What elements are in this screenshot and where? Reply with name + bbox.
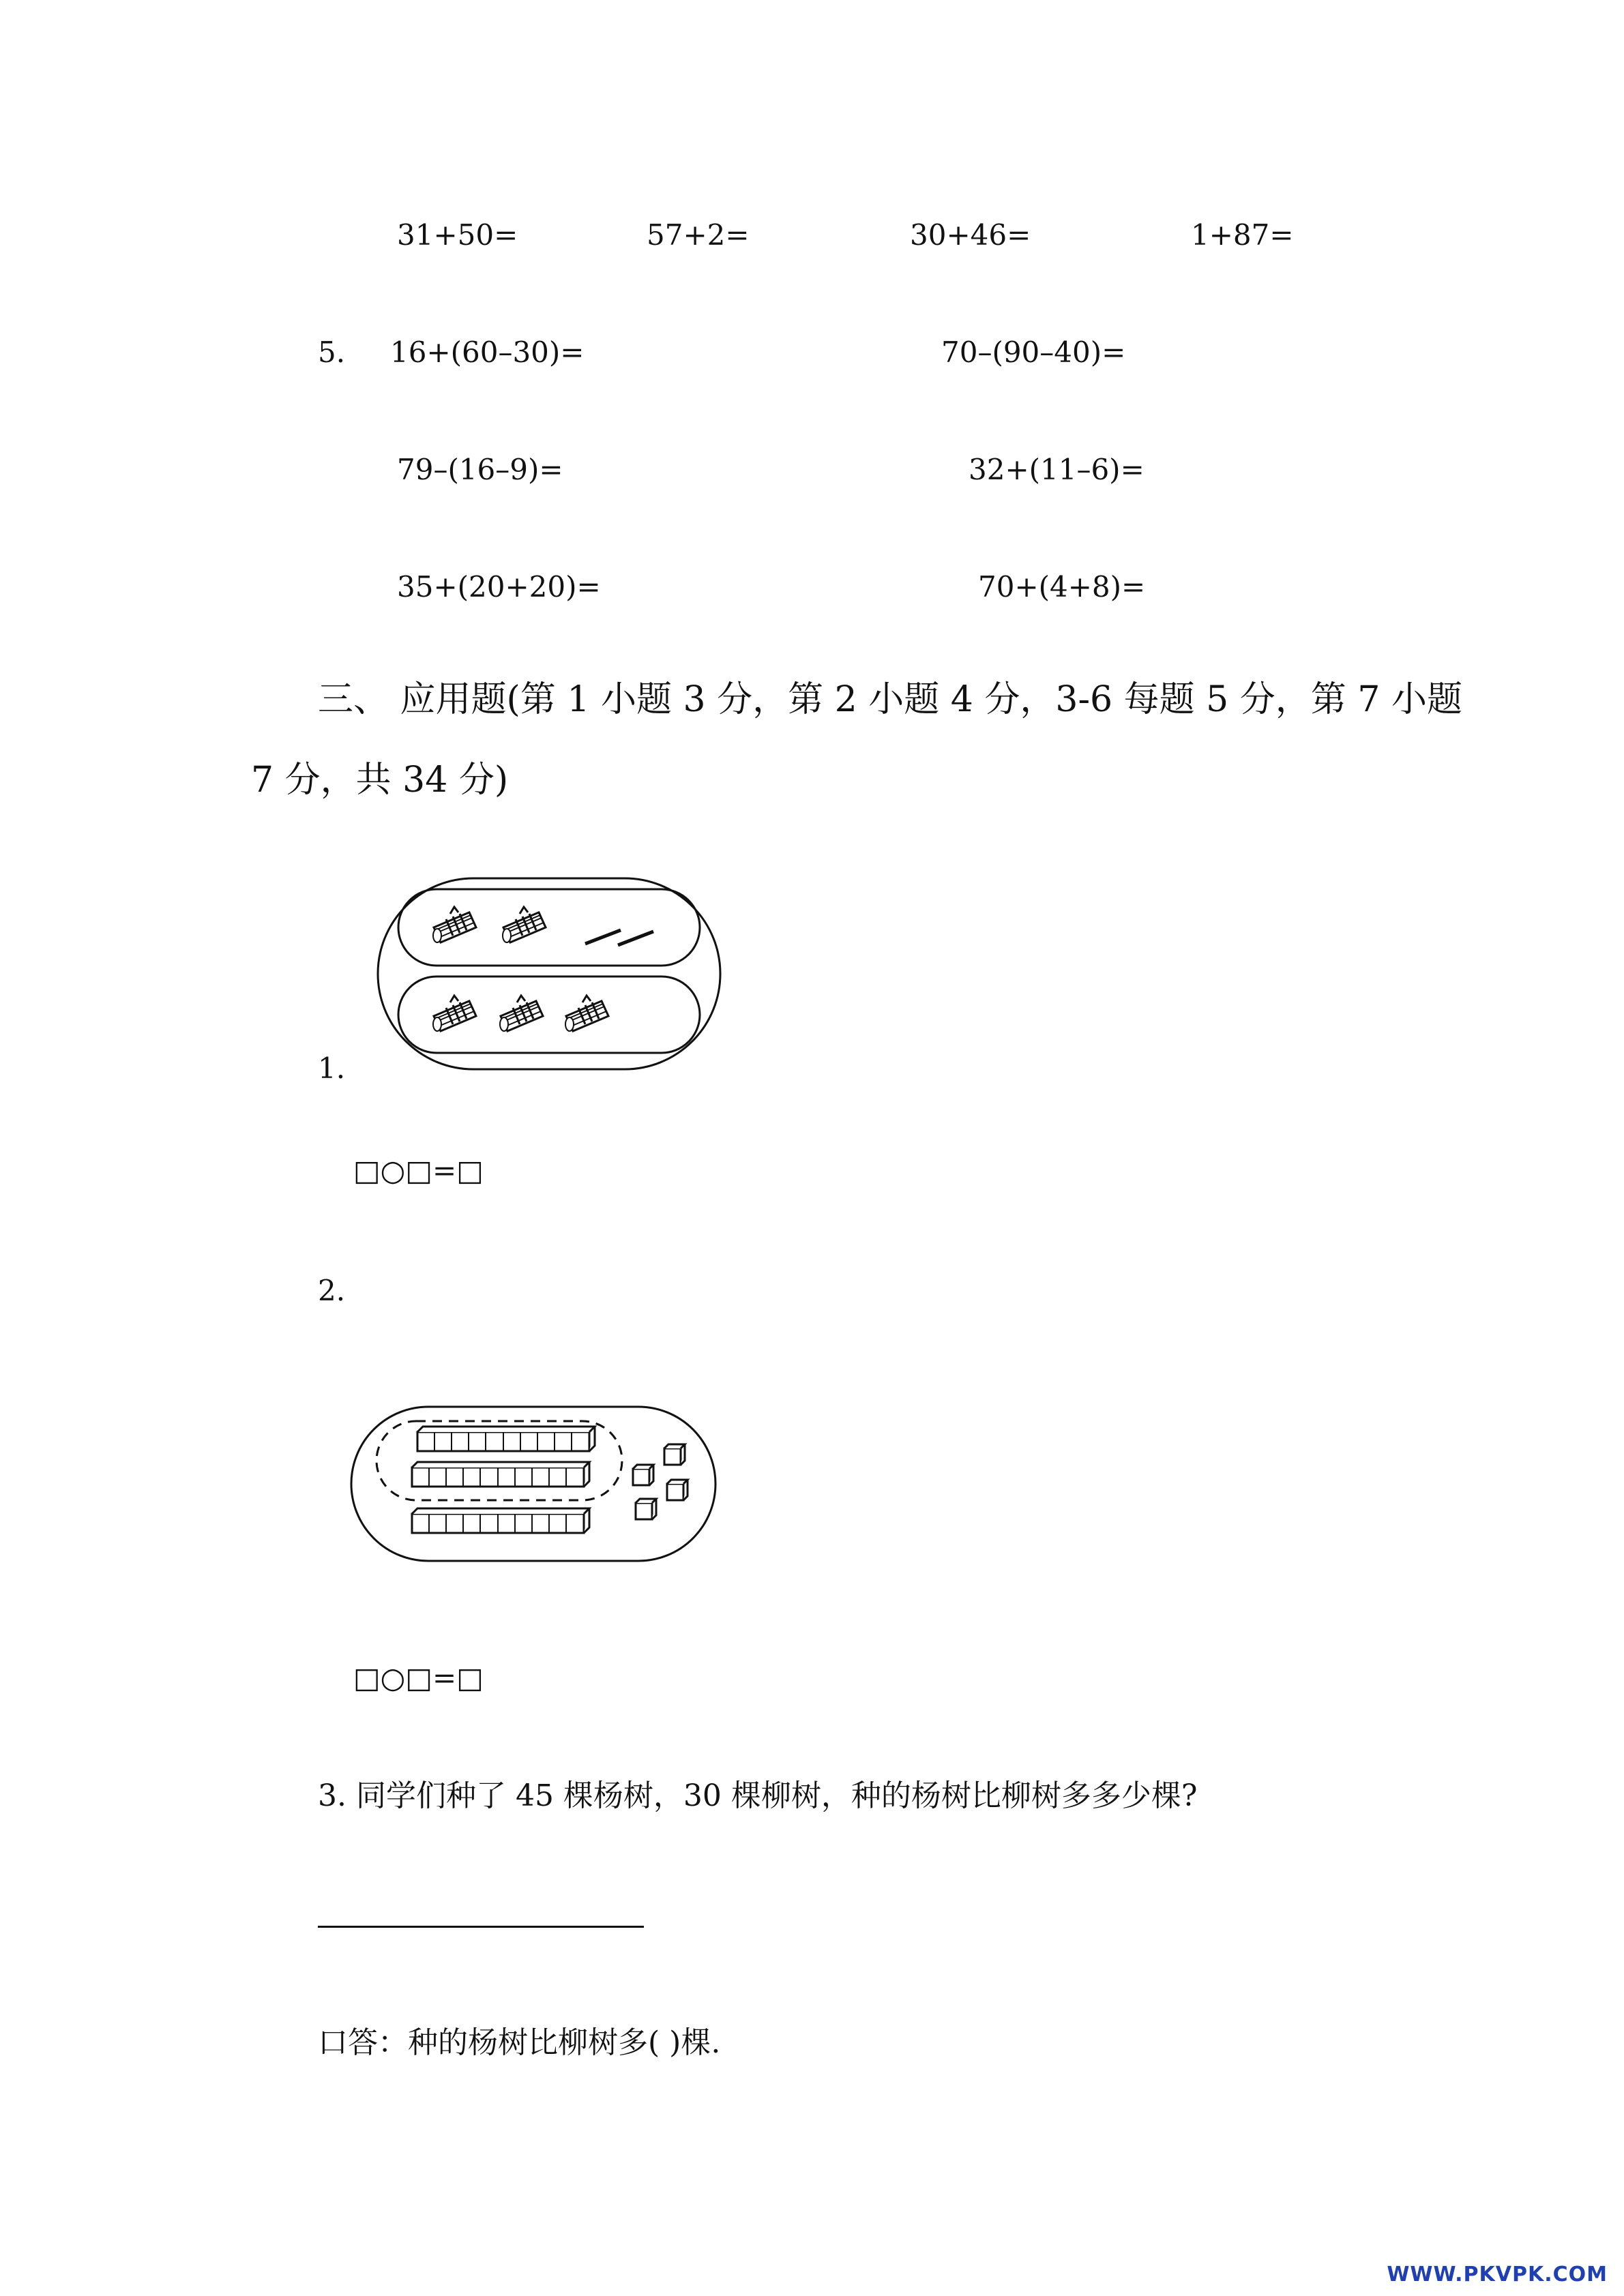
q5-number: 5. [318, 336, 346, 369]
expr-57-plus-2: 57+2= [647, 218, 750, 252]
watermark: WWW.PKVPK.COM [1387, 2263, 1608, 2286]
q5-expr-d: 32+(11–6)= [969, 453, 1145, 486]
section3-heading-line2: 7 分，共 34 分) [251, 760, 509, 801]
p1-formula: □○□=□ [353, 1154, 484, 1187]
bundles-of-sticks-figure [375, 876, 723, 1072]
q5-expr-e: 35+(20+20)= [397, 570, 601, 603]
expr-30-plus-46: 30+46= [910, 218, 1031, 252]
expr-1-plus-87: 1+87= [1191, 218, 1294, 252]
q5-expr-c: 79–(16–9)= [397, 453, 563, 486]
section3-heading-line1: 三、 应用题(第 1 小题 3 分，第 2 小题 4 分，3-6 每题 5 分，第 7 小题 [318, 679, 1462, 720]
q5-expr-f: 70+(4+8)= [978, 570, 1146, 603]
q5-expr-a: 16+(60–30)= [390, 336, 585, 369]
p2-number: 2. [318, 1274, 346, 1307]
base-ten-blocks-figure [349, 1405, 718, 1563]
answer-line [318, 1926, 644, 1928]
p3-answer: 口答：种的杨树比柳树多( )棵. [318, 2025, 721, 2060]
p1-number: 1. [318, 1052, 346, 1085]
p3-question: 3. 同学们种了 45 棵杨树，30 棵柳树，种的杨树比柳树多多少棵? [318, 1778, 1198, 1813]
q5-expr-b: 70–(90–40)= [941, 336, 1126, 369]
expr-31-plus-50: 31+50= [397, 218, 518, 252]
p2-formula: □○□=□ [353, 1661, 484, 1695]
